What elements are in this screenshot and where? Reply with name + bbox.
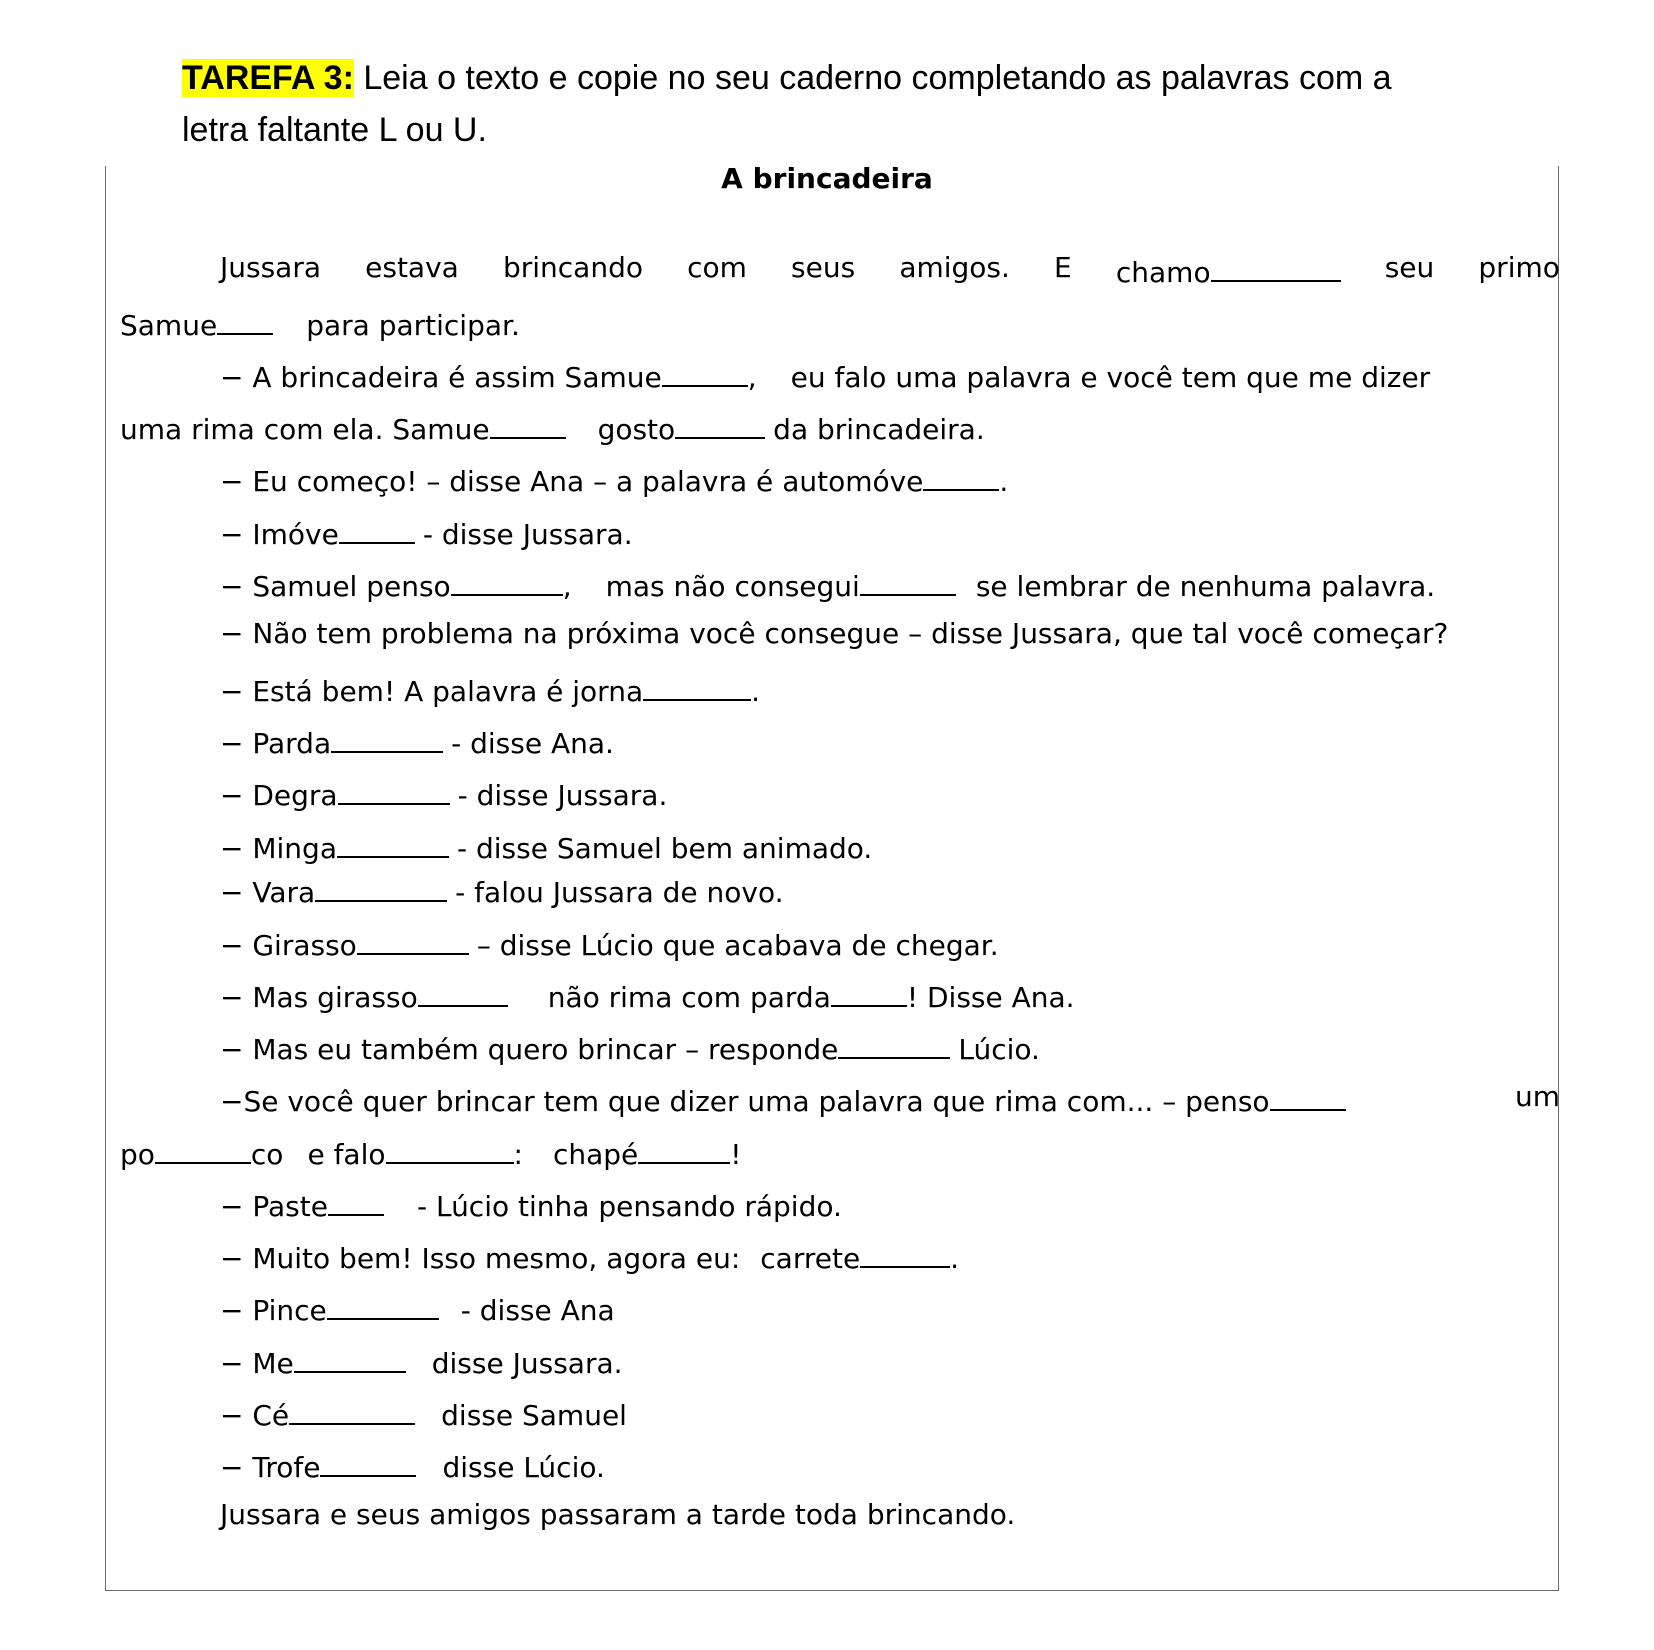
answer-blank[interactable] xyxy=(451,568,563,596)
answer-blank[interactable] xyxy=(643,673,751,701)
story-line-19: − Paste - Lúcio tinha pensando rápido. xyxy=(220,1190,842,1223)
answer-blank[interactable] xyxy=(328,1188,384,1216)
story-line-12: − Minga - disse Samuel bem animado. xyxy=(220,832,873,865)
answer-blank[interactable] xyxy=(418,979,508,1007)
story-line-8: − Não tem problema na próxima você consegue – disse Jussara, que tal você começar? xyxy=(220,617,1449,650)
story-line-6: − Imóve - disse Jussara. xyxy=(220,518,633,551)
story-line-16: − Mas eu também quero brincar – responde Lúcio. xyxy=(220,1033,1040,1066)
story-line-13: − Vara - falou Jussara de novo. xyxy=(220,876,784,909)
answer-blank[interactable] xyxy=(327,1292,439,1320)
answer-blank[interactable] xyxy=(337,830,449,858)
answer-blank[interactable] xyxy=(217,307,273,335)
answer-blank[interactable] xyxy=(386,1136,514,1164)
answer-blank[interactable] xyxy=(155,1136,251,1164)
story-line-14: − Girasso – disse Lúcio que acabava de chegar. xyxy=(220,929,999,962)
answer-blank[interactable] xyxy=(838,1031,950,1059)
story-line-20: − Muito bem! Isso mesmo, agora eu: carrete . xyxy=(220,1242,960,1275)
answer-blank[interactable] xyxy=(331,725,443,753)
story-line-21: − Pince - disse Ana xyxy=(220,1294,615,1327)
answer-blank[interactable] xyxy=(1211,254,1341,282)
task-header xyxy=(182,52,1502,156)
answer-blank[interactable] xyxy=(831,979,907,1007)
story-line-17: −Se você quer brincar tem que dizer uma palavra que rima com... – penso um xyxy=(220,1080,1560,1118)
answer-blank[interactable] xyxy=(294,1345,406,1373)
answer-blank[interactable] xyxy=(490,411,566,439)
story-title: A brincadeira xyxy=(721,162,933,195)
story-line-10: − Parda - disse Ana. xyxy=(220,727,614,760)
answer-blank[interactable] xyxy=(338,777,450,805)
task-instruction: Leia o texto e copie no seu caderno completando as palavras com a xyxy=(353,59,1392,97)
task-instruction-cont: letra faltante L ou U. xyxy=(182,111,487,149)
story-line-3: − A brincadeira é assim Samue , eu falo uma palavra e você tem que me dizer xyxy=(220,361,1431,394)
answer-blank[interactable] xyxy=(860,568,956,596)
story-line-5: − Eu começo! – disse Ana – a palavra é automóve . xyxy=(220,465,1009,498)
answer-blank[interactable] xyxy=(1270,1083,1346,1111)
story-line-23: − Cé disse Samuel xyxy=(220,1399,627,1432)
answer-blank[interactable] xyxy=(357,927,469,955)
answer-blank[interactable] xyxy=(320,1449,416,1477)
answer-blank[interactable] xyxy=(289,1397,415,1425)
story-line-15: − Mas girasso não rima com parda ! Disse Ana. xyxy=(220,981,1075,1014)
answer-blank[interactable] xyxy=(315,874,447,902)
story-line-2: Samue para participar. xyxy=(120,309,520,342)
answer-blank[interactable] xyxy=(675,411,765,439)
answer-blank[interactable] xyxy=(923,463,999,491)
answer-blank[interactable] xyxy=(860,1240,950,1268)
answer-blank[interactable] xyxy=(339,516,415,544)
story-line-24: − Trofe disse Lúcio. xyxy=(220,1451,605,1484)
story-line-11: − Degra - disse Jussara. xyxy=(220,779,668,812)
story-line-1: Jussara estava brincando com seus amigos. E chamo seu primo xyxy=(220,251,1560,289)
answer-blank[interactable] xyxy=(662,359,748,387)
task-label: TAREFA 3: xyxy=(182,59,354,97)
story-line-4: uma rima com ela. Samue gosto da brincadeira. xyxy=(120,413,985,446)
story-line-7: − Samuel penso , mas não consegui se lembrar de nenhuma palavra. xyxy=(220,570,1436,603)
story-line-9: − Está bem! A palavra é jorna . xyxy=(220,675,761,708)
answer-blank[interactable] xyxy=(638,1136,730,1164)
story-line-22: − Me disse Jussara. xyxy=(220,1347,623,1380)
story-line-25: Jussara e seus amigos passaram a tarde toda brincando. xyxy=(220,1498,1016,1531)
story-line-18: po co e falo : chapé ! xyxy=(120,1138,742,1171)
